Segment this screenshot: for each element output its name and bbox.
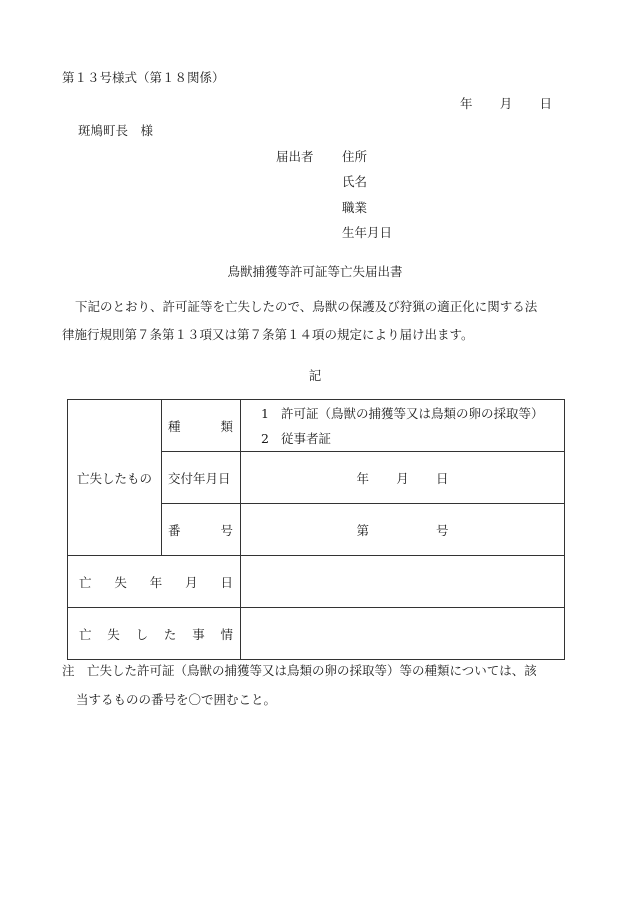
lost-reason-char-2: 失 — [107, 626, 120, 642]
type-option-1-number: 1 — [261, 405, 269, 421]
applicant-birthdate-label: 生年月日 — [342, 225, 393, 240]
issue-date-label: 交付年月日 — [162, 452, 241, 504]
lost-reason-char-5: 事 — [192, 626, 205, 642]
type-option-1-text: 許可証（鳥獣の捕獲等又は鳥類の卵の採取等） — [280, 405, 544, 421]
lost-reason-label-cell — [68, 608, 241, 660]
type-option-2-text: 従事者証 — [280, 430, 331, 446]
number-value-cell — [241, 504, 565, 556]
number-suffix: 号 — [435, 522, 449, 538]
date-year-label: 年 — [460, 96, 473, 111]
applicant-label: 届出者 — [276, 149, 314, 164]
submission-date — [460, 94, 552, 112]
lost-reason-char-4: た — [163, 626, 177, 642]
type-label-cell — [162, 400, 241, 452]
lost-reason-char-3: し — [135, 626, 149, 642]
form-number: 第１３号様式（第１８関係） — [62, 70, 225, 85]
note — [62, 656, 537, 714]
lost-date-char-2: 失 — [114, 574, 127, 590]
number-label-cell — [162, 504, 241, 556]
issue-year-label: 年 — [356, 470, 370, 486]
lost-reason-value-cell[interactable] — [241, 608, 565, 660]
type-label-char-2: 類 — [220, 418, 233, 434]
issue-day-label: 日 — [435, 470, 449, 486]
applicant-occupation-label: 職業 — [342, 200, 368, 215]
addressee: 斑鳩町長 様 — [78, 123, 154, 138]
type-option-1 — [261, 401, 564, 426]
lost-date-char-5: 日 — [220, 574, 233, 590]
document-title: 鳥獣捕獲等許可証等亡失届出書 — [227, 264, 403, 279]
issue-month-label: 月 — [396, 470, 409, 486]
lost-item-table — [67, 399, 565, 660]
ki-heading: 記 — [308, 368, 322, 383]
applicant-name-label: 氏名 — [342, 174, 368, 189]
lost-reason-char-1: 亡 — [79, 626, 92, 642]
lost-item-label: 亡失したもの — [68, 400, 162, 556]
issue-date-value-cell — [241, 452, 565, 504]
type-label-char-1: 種 — [168, 418, 181, 434]
type-options-cell — [241, 400, 565, 452]
body-line-2: 律施行規則第７条第１３項又は第７条第１４項の規定により届け出ます。 — [62, 327, 474, 342]
date-month-label: 月 — [499, 96, 513, 111]
body-line-1: 下記のとおり、許可証等を亡失したので、鳥獣の保護及び狩猟の適正化に関する法 — [75, 299, 538, 314]
lost-date-label-cell — [68, 556, 241, 608]
body-text — [62, 293, 572, 349]
number-label-char-1: 番 — [168, 522, 181, 538]
applicant-address-label: 住所 — [342, 149, 368, 164]
type-option-2 — [261, 426, 564, 451]
number-label-char-2: 号 — [220, 522, 233, 538]
note-line-2: 当するものの番号を〇で囲むこと。 — [76, 692, 277, 707]
note-line-1: 注 亡失した許可証（鳥獣の捕獲等又は鳥類の卵の採取等）等の種類については、該 — [62, 663, 537, 678]
number-prefix: 第 — [356, 522, 370, 538]
lost-date-char-3: 年 — [149, 574, 163, 590]
lost-date-value-cell[interactable] — [241, 556, 565, 608]
date-day-label: 日 — [539, 96, 552, 111]
lost-date-char-4: 月 — [185, 574, 198, 590]
type-option-2-number: 2 — [261, 430, 269, 446]
lost-reason-char-6: 情 — [220, 626, 233, 642]
lost-date-char-1: 亡 — [79, 574, 92, 590]
